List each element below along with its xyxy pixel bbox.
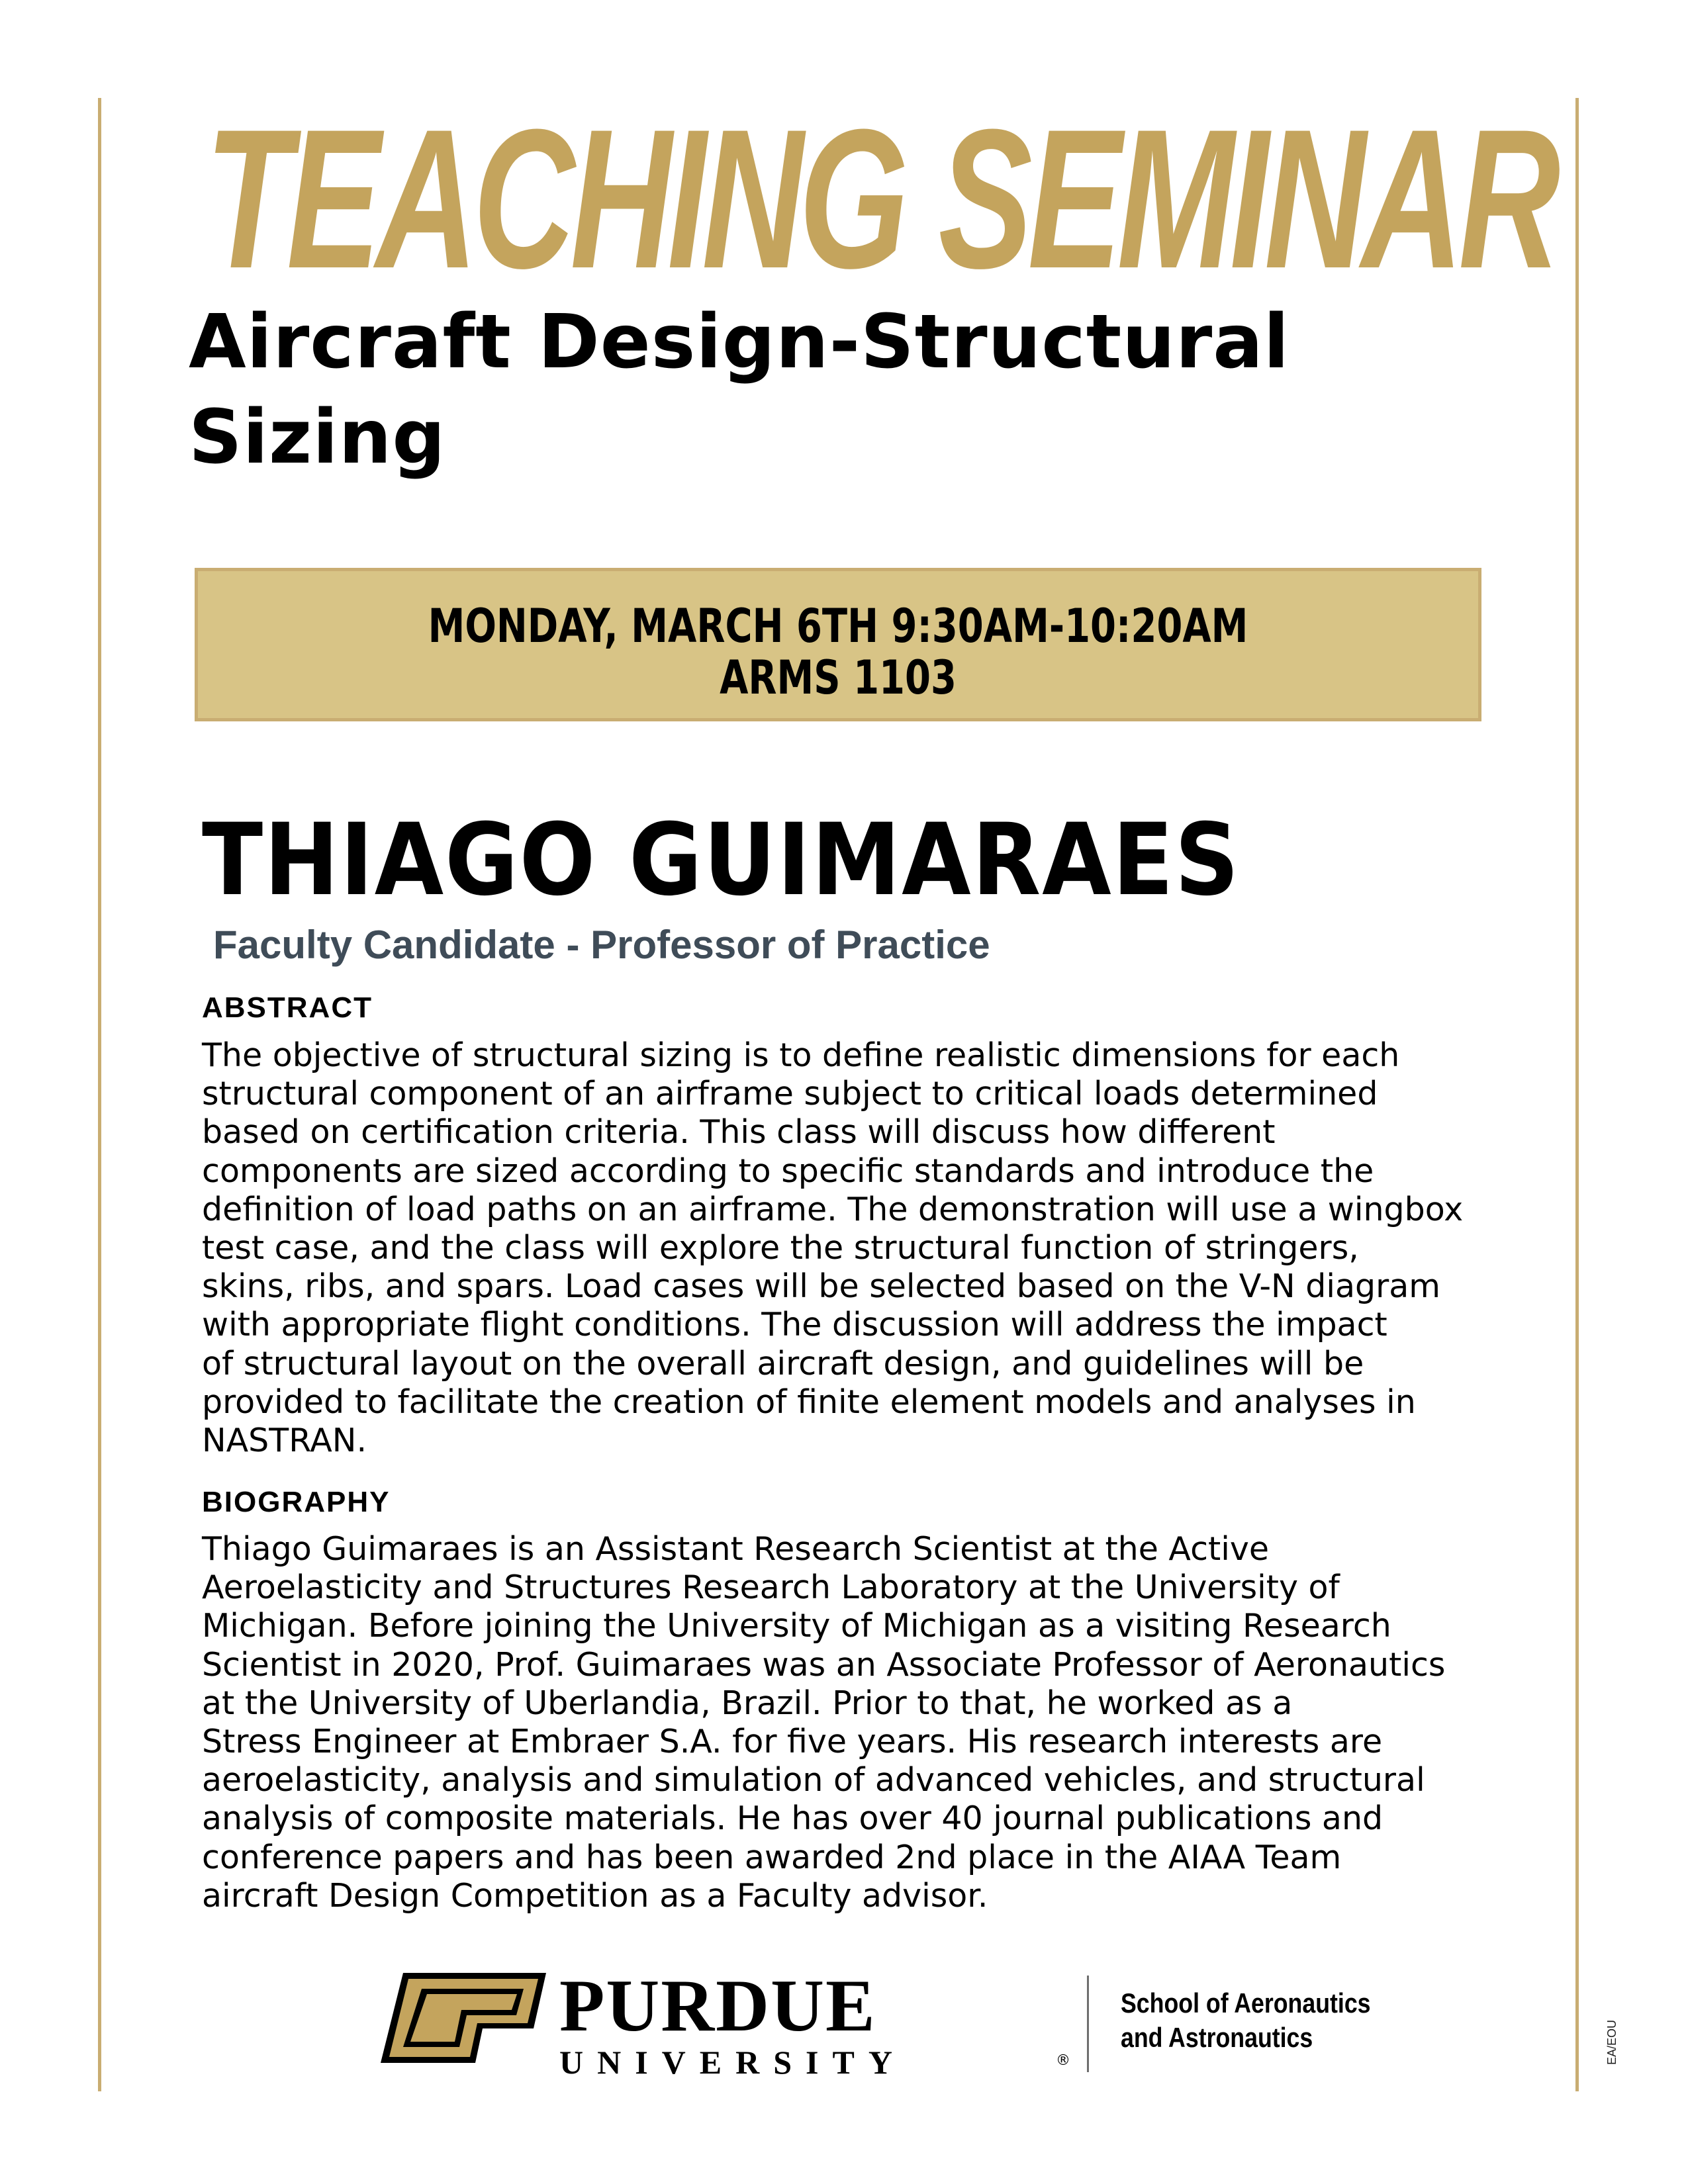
purdue-p-logo-icon: [381, 1973, 546, 2063]
document-code: EA/EOU: [1605, 2019, 1618, 2065]
abstract-line: structural component of an airframe subject to critical loads determined: [202, 1075, 1378, 1113]
event-info-box: [195, 568, 1481, 721]
abstract-line: definition of load paths on an airframe. The demonstration will use a wingbox: [202, 1190, 1464, 1228]
abstract-line: provided to facilitate the creation of finite element models and analyses in: [202, 1383, 1416, 1421]
university-word: UNIVERSITY: [559, 2044, 906, 2081]
abstract-line: skins, ribs, and spars. Load cases will be selected based on the V-N diagram: [202, 1267, 1441, 1306]
biography-line: Aeroelasticity and Structures Research Laboratory at the University of: [202, 1569, 1340, 1607]
left-gold-rule: [98, 98, 101, 2091]
school-name: [1121, 1986, 1371, 2055]
biography-line: Stress Engineer at Embraer S.A. for five years. His research interests are: [202, 1723, 1383, 1761]
school-name-line-2: and Astronautics: [1121, 2022, 1313, 2053]
biography-line: Michigan. Before joining the University of Michigan as a visiting Research: [202, 1607, 1391, 1645]
abstract-line: based on certification criteria. This class will discuss how different: [202, 1113, 1276, 1152]
purdue-wordmark: [559, 1965, 906, 2081]
biography-body: [202, 1530, 1519, 1915]
speaker-name: THIAGO GUIMARAES: [202, 803, 1241, 918]
biography-line: Scientist in 2020, Prof. Guimaraes was an Associate Professor of Aeronautics: [202, 1645, 1446, 1684]
registered-mark: ®: [1056, 2052, 1070, 2069]
abstract-heading: ABSTRACT: [202, 991, 373, 1024]
abstract-line: of structural layout on the overall aircraft design, and guidelines will be: [202, 1344, 1364, 1383]
school-name-line-1: School of Aeronautics: [1121, 1987, 1371, 2019]
seminar-headline: TEACHING SEMINAR: [205, 87, 1556, 310]
abstract-line: components are sized according to specific standards and introduce the: [202, 1152, 1374, 1190]
biography-line: Thiago Guimaraes is an Assistant Research Scientist at the Active: [202, 1530, 1269, 1568]
purdue-footer: [381, 1965, 1371, 2081]
biography-line: at the University of Uberlandia, Brazil. Prior to that, he worked as a: [202, 1684, 1293, 1722]
biography-line: aircraft Design Competition as a Faculty advisor.: [202, 1876, 988, 1915]
right-gold-rule: [1575, 98, 1579, 2091]
seminar-title-line-1: Aircraft Design-Structural: [189, 299, 1290, 385]
footer-divider: [1087, 1976, 1089, 2072]
biography-line: conference papers and has been awarded 2nd place in the AIAA Team: [202, 1838, 1342, 1876]
abstract-line: NASTRAN.: [202, 1422, 367, 1460]
abstract-line: The objective of structural sizing is to define realistic dimensions for each: [202, 1036, 1400, 1074]
biography-heading: BIOGRAPHY: [202, 1486, 391, 1518]
seminar-title: [189, 295, 1513, 485]
abstract-line: with appropriate flight conditions. The discussion will address the impact: [202, 1306, 1387, 1344]
speaker-role: Faculty Candidate - Professor of Practice: [213, 923, 990, 967]
abstract-line: test case, and the class will explore the structural function of stringers,: [202, 1229, 1359, 1267]
abstract-body: [202, 1036, 1519, 1460]
event-datetime: MONDAY, MARCH 6TH 9:30AM-10:20AM: [428, 599, 1248, 653]
biography-line: analysis of composite materials. He has over 40 journal publications and: [202, 1799, 1383, 1838]
event-location: ARMS 1103: [720, 651, 957, 705]
purdue-word: PURDUE: [559, 1965, 876, 2047]
biography-line: aeroelasticity, analysis and simulation of advanced vehicles, and structural: [202, 1761, 1425, 1799]
seminar-title-line-2: Sizing: [189, 394, 446, 480]
